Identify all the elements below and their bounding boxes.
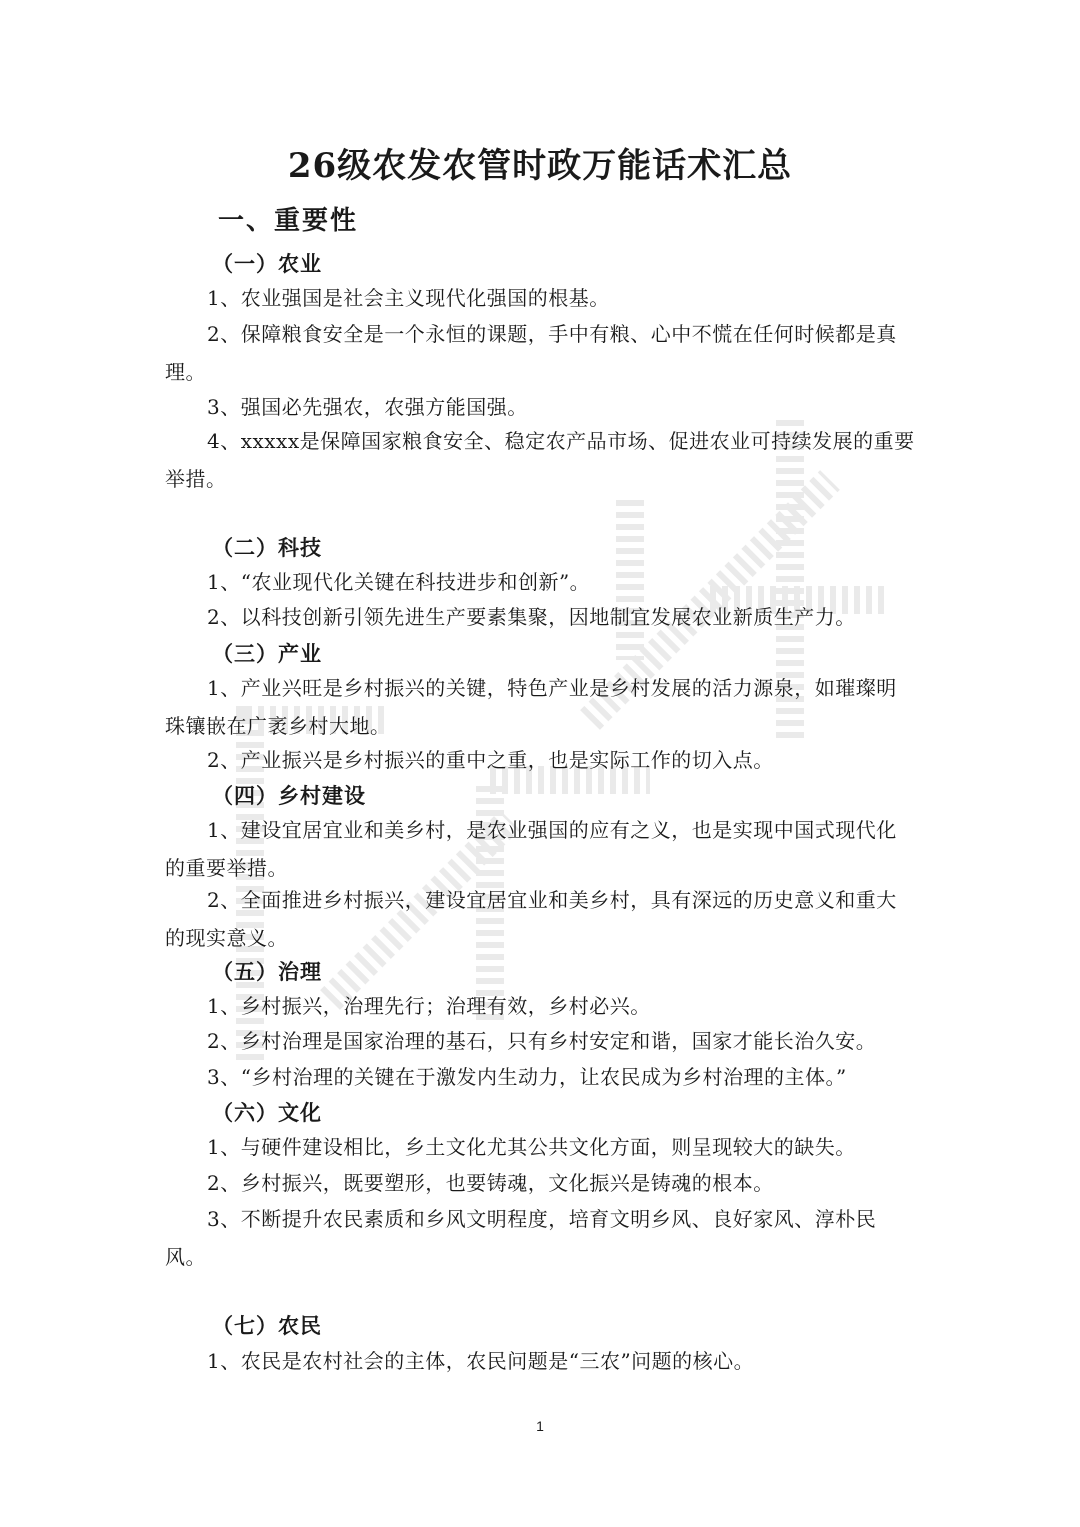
subsection-heading-governance: （五）治理 bbox=[212, 959, 322, 984]
list-item: 2、产业振兴是乡村振兴的重中之重，也是实际工作的切入点。 bbox=[207, 748, 774, 772]
list-item: 1、农业强国是社会主义现代化强国的根基。 bbox=[207, 286, 610, 310]
list-item: 1、“农业现代化关键在科技进步和创新”。 bbox=[207, 570, 591, 594]
subsection-heading-farmers: （七）农民 bbox=[212, 1313, 322, 1338]
page-title: 26级农发农管时政万能话术汇总 bbox=[287, 146, 793, 186]
subsection-heading-technology: （二）科技 bbox=[212, 535, 322, 560]
subsection-heading-culture: （六）文化 bbox=[212, 1100, 322, 1125]
list-item: 1、建设宜居宜业和美乡村，是农业强国的应有之义，也是实现中国式现代化的重要举措。 bbox=[165, 818, 897, 880]
list-item: 2、以科技创新引领先进生产要素集聚，因地制宜发展农业新质生产力。 bbox=[207, 605, 856, 629]
list-item: 3、不断提升农民素质和乡风文明程度，培育文明乡风、良好家风、淳朴民风。 bbox=[165, 1207, 877, 1269]
page-number: 1 bbox=[536, 1418, 544, 1434]
list-item: 2、乡村治理是国家治理的基石，只有乡村安定和谐，国家才能长治久安。 bbox=[207, 1029, 877, 1053]
subsection-heading-agriculture: （一）农业 bbox=[212, 251, 322, 276]
list-item: 2、乡村振兴，既要塑形，也要铸魂，文化振兴是铸魂的根本。 bbox=[207, 1171, 774, 1195]
list-item: 1、农民是农村社会的主体，农民问题是“三农”问题的核心。 bbox=[207, 1349, 755, 1373]
list-item: 2、保障粮食安全是一个永恒的课题，手中有粮、心中不慌在任何时候都是真理。 bbox=[165, 322, 897, 384]
subsection-heading-rural-construction: （四）乡村建设 bbox=[212, 783, 366, 808]
section-heading-importance: 一、重要性 bbox=[218, 206, 359, 236]
list-item: 4、xxxxx是保障国家粮食安全、稳定农产品市场、促进农业可持续发展的重要举措。 bbox=[165, 429, 915, 491]
list-item: 3、“乡村治理的关键在于激发内生动力，让农民成为乡村治理的主体。” bbox=[207, 1065, 847, 1089]
list-item: 1、与硬件建设相比，乡土文化尤其公共文化方面，则呈现较大的缺失。 bbox=[207, 1135, 856, 1159]
list-item: 2、全面推进乡村振兴，建设宜居宜业和美乡村，具有深远的历史意义和重大的现实意义。 bbox=[165, 888, 897, 950]
list-item: 3、强国必先强农，农强方能国强。 bbox=[207, 395, 528, 419]
list-item: 1、产业兴旺是乡村振兴的关键，特色产业是乡村发展的活力源泉，如璀璨明珠镶嵌在广袤乡村大地。 bbox=[165, 676, 897, 738]
subsection-heading-industry: （三）产业 bbox=[212, 641, 322, 666]
list-item: 1、乡村振兴，治理先行；治理有效，乡村必兴。 bbox=[207, 994, 651, 1018]
